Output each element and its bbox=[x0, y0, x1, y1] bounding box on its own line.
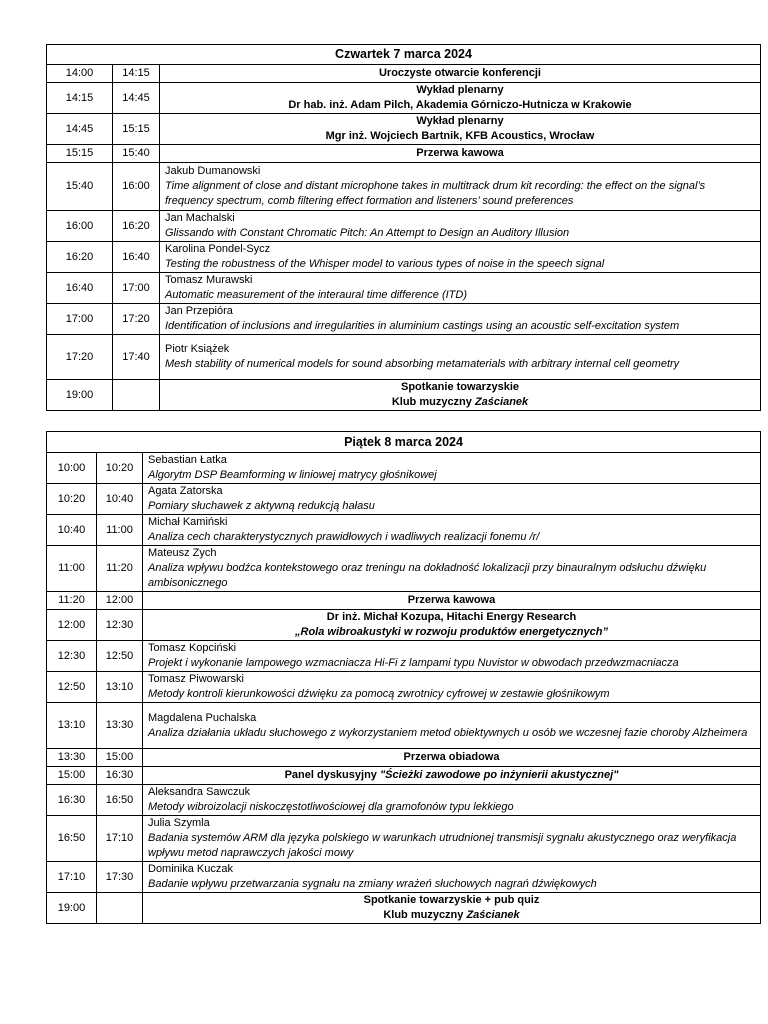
start-time: 19:00 bbox=[47, 380, 113, 411]
social-event-label: Spotkanie towarzyskie + pub quiz bbox=[363, 894, 540, 906]
panel-label: Panel dyskusyjny bbox=[284, 769, 380, 781]
venue-name: Zaścianek bbox=[466, 909, 520, 921]
session-cell bbox=[160, 65, 761, 83]
schedule-row bbox=[47, 610, 761, 641]
speaker-name: Tomasz Murawski bbox=[165, 274, 253, 286]
speaker-name: Jakub Dumanowski bbox=[165, 165, 261, 177]
session-label: Przerwa kawowa bbox=[416, 147, 504, 159]
schedule-row bbox=[47, 145, 761, 163]
talk-cell bbox=[160, 211, 761, 242]
talk-cell bbox=[143, 453, 761, 484]
session-cell bbox=[160, 145, 761, 163]
schedule-row bbox=[47, 816, 761, 862]
talk-cell bbox=[160, 273, 761, 304]
schedule-body bbox=[47, 432, 761, 924]
talk-cell bbox=[160, 163, 761, 211]
speaker-name: Mateusz Zych bbox=[148, 547, 217, 559]
start-time: 17:00 bbox=[47, 304, 113, 335]
start-time: 10:40 bbox=[47, 515, 97, 546]
start-time: 13:10 bbox=[47, 703, 97, 749]
end-time: 16:50 bbox=[97, 785, 143, 816]
end-time: 17:20 bbox=[113, 304, 160, 335]
start-time: 12:50 bbox=[47, 672, 97, 703]
talk-title: Projekt i wykonanie lampowego wzmacniacza Hi-Fi z lampami typu Nuvistor w obwodach przedwzmacniacza bbox=[148, 657, 679, 669]
session-label: Przerwa obiadowa bbox=[403, 751, 500, 763]
talk-cell bbox=[143, 785, 761, 816]
schedule-row bbox=[47, 65, 761, 83]
schedule-row bbox=[47, 546, 761, 592]
social-event-cell bbox=[143, 893, 761, 924]
start-time: 10:00 bbox=[47, 453, 97, 484]
schedule-row bbox=[47, 273, 761, 304]
start-time: 14:15 bbox=[47, 83, 113, 114]
start-time: 17:20 bbox=[47, 335, 113, 380]
talk-cell bbox=[143, 484, 761, 515]
speaker-name: Dominika Kuczak bbox=[148, 863, 233, 875]
talk-title: Badanie wpływu przetwarzania sygnału na zmiany wrażeń słuchowych nagrań dźwiękowych bbox=[148, 878, 597, 890]
end-time: 10:40 bbox=[97, 484, 143, 515]
speaker-name: Julia Szymla bbox=[148, 817, 210, 829]
speaker-name: Michał Kamiński bbox=[148, 516, 228, 528]
schedule-row bbox=[47, 515, 761, 546]
end-time: 15:40 bbox=[113, 145, 160, 163]
start-time: 15:15 bbox=[47, 145, 113, 163]
session-label: Wykład plenarny bbox=[416, 115, 504, 127]
schedule-row bbox=[47, 304, 761, 335]
talk-title: Testing the robustness of the Whisper model to various types of noise in the speech signal bbox=[165, 258, 605, 270]
speaker-name: Aleksandra Sawczuk bbox=[148, 786, 251, 798]
day-header-row bbox=[47, 432, 761, 453]
end-time: 12:50 bbox=[97, 641, 143, 672]
start-time: 12:30 bbox=[47, 641, 97, 672]
schedule-row bbox=[47, 862, 761, 893]
start-time: 19:00 bbox=[47, 893, 97, 924]
talk-title: Mesh stability of numerical models for sound absorbing metamaterials with arbitrary internal cell geometry bbox=[165, 358, 680, 370]
session-label: Wykład plenarny bbox=[416, 84, 504, 96]
venue-line bbox=[147, 908, 756, 923]
talk-title: Metody kontroli kierunkowości dźwięku za pomocą zwrotnicy cyfrowej w zestawie głośnikowym bbox=[148, 688, 610, 700]
end-time: 12:00 bbox=[97, 592, 143, 610]
talk-cell bbox=[143, 515, 761, 546]
schedule-row bbox=[47, 893, 761, 924]
end-time: 15:00 bbox=[97, 749, 143, 767]
end-time: 17:30 bbox=[97, 862, 143, 893]
talk-cell bbox=[160, 242, 761, 273]
session-cell bbox=[143, 749, 761, 767]
schedule-row bbox=[47, 703, 761, 749]
start-time: 16:20 bbox=[47, 242, 113, 273]
end-time: 16:00 bbox=[113, 163, 160, 211]
talk-title: Time alignment of close and distant microphone takes in multitrack drum kit recording: the effect on the signal’s frequency spectrum, comb filtering effect formation and listeners’ sound preferences bbox=[165, 180, 706, 207]
end-time: 16:40 bbox=[113, 242, 160, 273]
start-time: 14:45 bbox=[47, 114, 113, 145]
talk-cell bbox=[143, 641, 761, 672]
end-time: 14:15 bbox=[113, 65, 160, 83]
session-detail: Mgr inż. Wojciech Bartnik, KFB Acoustics, Wrocław bbox=[325, 130, 595, 142]
talk-title: Analiza wpływu bodźca kontekstowego oraz treningu na dokładność lokalizacji przy binauralnym odsłuchu dźwięku ambisonicznego bbox=[148, 562, 707, 589]
start-time: 12:00 bbox=[47, 610, 97, 641]
social-event-label: Spotkanie towarzyskie bbox=[401, 381, 519, 393]
session-cell bbox=[143, 592, 761, 610]
start-time: 16:00 bbox=[47, 211, 113, 242]
speaker-name: Sebastian Łatka bbox=[148, 454, 227, 466]
schedule-row bbox=[47, 242, 761, 273]
end-time: 13:10 bbox=[97, 672, 143, 703]
end-time: 16:30 bbox=[97, 767, 143, 785]
end-time: 12:30 bbox=[97, 610, 143, 641]
schedule-row bbox=[47, 380, 761, 411]
talk-title: Identification of inclusions and irregularities in aluminium castings using an acoustic self-excitation system bbox=[165, 320, 680, 332]
schedule-table-friday bbox=[46, 431, 761, 924]
venue-name: Zaścianek bbox=[474, 396, 529, 408]
schedule-table-thursday bbox=[46, 44, 761, 411]
schedule-row bbox=[47, 335, 761, 380]
end-time: 17:40 bbox=[113, 335, 160, 380]
schedule-row bbox=[47, 672, 761, 703]
panel-topic: "Ścieżki zawodowe po inżynierii akustycznej" bbox=[379, 769, 619, 781]
start-time: 11:20 bbox=[47, 592, 97, 610]
plenary-cell bbox=[143, 610, 761, 641]
schedule-row bbox=[47, 767, 761, 785]
talk-title: Metody wibroizolacji niskoczęstotliwościowej dla gramofonów typu lekkiego bbox=[148, 801, 514, 813]
session-label: Uroczyste otwarcie konferencji bbox=[378, 67, 541, 79]
start-time: 10:20 bbox=[47, 484, 97, 515]
speaker-name: Karolina Pondel-Sycz bbox=[165, 243, 271, 255]
end-time bbox=[97, 893, 143, 924]
session-cell bbox=[160, 83, 761, 114]
speaker-name: Tomasz Kopciński bbox=[148, 642, 237, 654]
schedule-row bbox=[47, 114, 761, 145]
social-event-cell bbox=[160, 380, 761, 411]
talk-title: Algorytm DSP Beamforming w liniowej matrycy głośnikowej bbox=[148, 469, 437, 481]
speaker-name: Magdalena Puchalska bbox=[148, 711, 257, 724]
talk-cell bbox=[160, 304, 761, 335]
end-time: 10:20 bbox=[97, 453, 143, 484]
talk-title: Analiza cech charakterystycznych prawidłowych i wadliwych realizacji fonemu /r/ bbox=[148, 531, 540, 543]
talk-title: Badania systemów ARM dla języka polskiego w warunkach utrudnionej transmisji sygnału akustycznego oraz weryfikacja wpływu metod naprawczych jakości mowy bbox=[148, 832, 737, 859]
end-time bbox=[113, 380, 160, 411]
schedule-row bbox=[47, 749, 761, 767]
schedule-row bbox=[47, 83, 761, 114]
speaker-name: Tomasz Piwowarski bbox=[148, 673, 244, 685]
talk-cell bbox=[143, 816, 761, 862]
end-time: 17:00 bbox=[113, 273, 160, 304]
talk-title: Automatic measurement of the interaural time difference (ITD) bbox=[165, 289, 468, 301]
end-time: 15:15 bbox=[113, 114, 160, 145]
start-time: 17:10 bbox=[47, 862, 97, 893]
end-time: 17:10 bbox=[97, 816, 143, 862]
speaker-name: Jan Przepióra bbox=[165, 305, 233, 317]
start-time: 13:30 bbox=[47, 749, 97, 767]
start-time: 16:50 bbox=[47, 816, 97, 862]
plenary-speaker: Dr inż. Michał Kozupa, Hitachi Energy Research bbox=[326, 611, 577, 623]
start-time: 16:30 bbox=[47, 785, 97, 816]
end-time: 13:30 bbox=[97, 703, 143, 749]
schedule-row bbox=[47, 641, 761, 672]
speaker-name: Piotr Książek bbox=[165, 343, 230, 355]
talk-cell bbox=[143, 546, 761, 592]
talk-title: Analiza działania układu słuchowego z wykorzystaniem metod obiektywnych u osób we wczesnej fazie choroby Alzheimera bbox=[148, 726, 748, 739]
end-time: 11:20 bbox=[97, 546, 143, 592]
venue-prefix: Klub muzyczny bbox=[383, 909, 467, 921]
schedule-row bbox=[47, 453, 761, 484]
talk-cell bbox=[160, 335, 761, 380]
talk-cell bbox=[143, 703, 761, 749]
panel-cell bbox=[143, 767, 761, 785]
schedule-row bbox=[47, 211, 761, 242]
start-time: 15:00 bbox=[47, 767, 97, 785]
schedule-row bbox=[47, 785, 761, 816]
session-cell bbox=[160, 114, 761, 145]
day-header: Czwartek 7 marca 2024 bbox=[47, 45, 761, 65]
talk-title: Pomiary słuchawek z aktywną redukcją hałasu bbox=[148, 500, 375, 512]
plenary-title: „Rola wibroakustyki w rozwoju produktów energetycznych” bbox=[295, 626, 608, 638]
start-time: 14:00 bbox=[47, 65, 113, 83]
start-time: 16:40 bbox=[47, 273, 113, 304]
venue-line bbox=[164, 395, 756, 410]
end-time: 11:00 bbox=[97, 515, 143, 546]
session-label: Przerwa kawowa bbox=[407, 594, 496, 606]
day-header-row bbox=[47, 45, 761, 65]
schedule-row bbox=[47, 592, 761, 610]
end-time: 14:45 bbox=[113, 83, 160, 114]
schedule-row bbox=[47, 484, 761, 515]
speaker-name: Agata Zatorska bbox=[148, 485, 223, 497]
talk-title: Glissando with Constant Chromatic Pitch: An Attempt to Design an Auditory Illusion bbox=[165, 227, 570, 239]
venue-prefix: Klub muzyczny bbox=[391, 396, 475, 408]
end-time: 16:20 bbox=[113, 211, 160, 242]
talk-cell bbox=[143, 862, 761, 893]
schedule-body bbox=[47, 45, 761, 411]
start-time: 11:00 bbox=[47, 546, 97, 592]
talk-cell bbox=[143, 672, 761, 703]
schedule-row bbox=[47, 163, 761, 211]
start-time: 15:40 bbox=[47, 163, 113, 211]
speaker-name: Jan Machalski bbox=[165, 212, 235, 224]
day-header: Piątek 8 marca 2024 bbox=[47, 432, 761, 453]
session-detail: Dr hab. inż. Adam Pilch, Akademia Górniczo-Hutnicza w Krakowie bbox=[288, 99, 632, 111]
